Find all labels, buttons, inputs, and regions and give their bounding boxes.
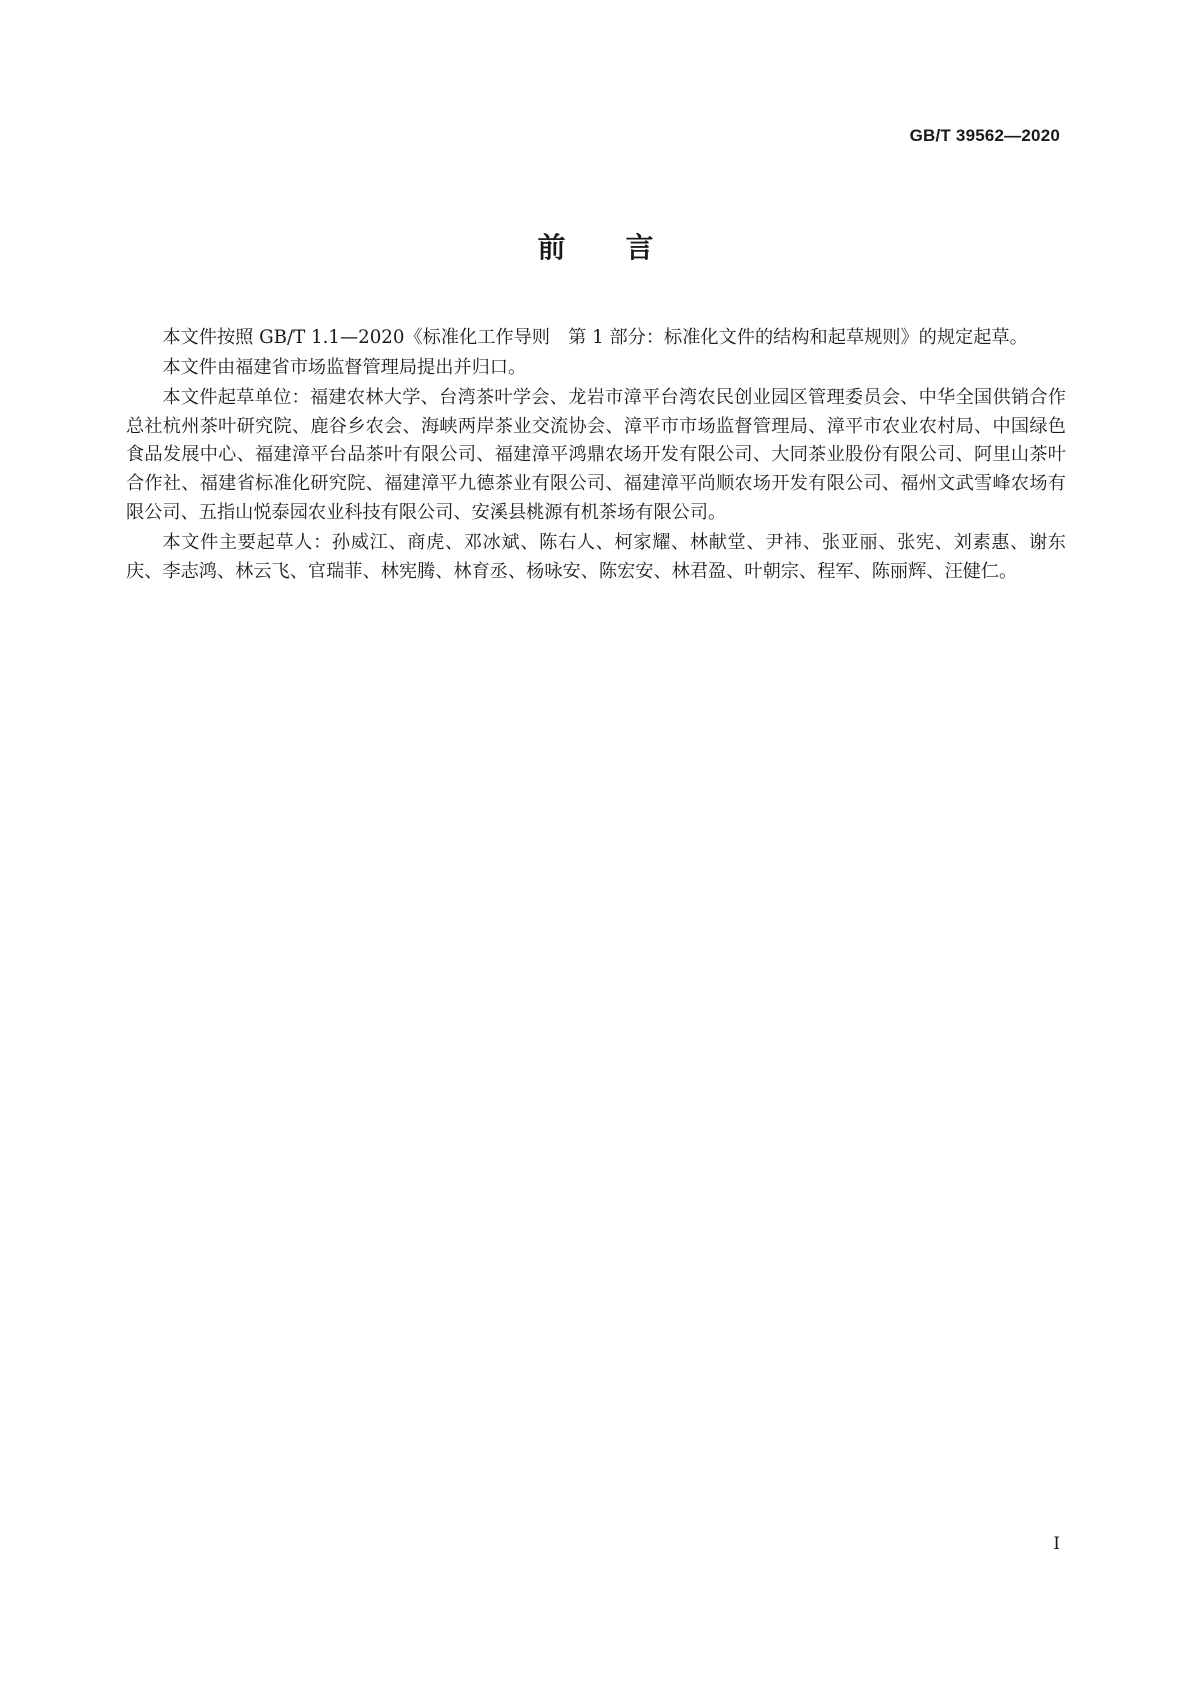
document-body (126, 324, 1066, 588)
page-number: I (1053, 1534, 1060, 1554)
paragraph-main-drafters: 本文件主要起草人：孙威江、商虎、邓冰斌、陈右人、柯家耀、林献堂、尹祎、张亚丽、张宪、刘素惠、谢东庆、李志鸿、林云飞、官瑞菲、林宪腾、林育丞、杨咏安、陈宏安、林君盈、叶朝宗、程军、陈丽辉、汪健仁。 (126, 531, 1066, 582)
paragraph-proposer: 本文件由福建省市场监督管理局提出并归口。 (162, 357, 527, 378)
standard-number: GB/T 39562—2020 (909, 126, 1060, 145)
paragraph-drafting-rules: 本文件按照 GB/T 1.1—2020《标准化工作导则 第 1 部分：标准化文件的结构和起草规则》的规定起草。 (162, 327, 1028, 348)
page-title: 前言 (537, 231, 714, 264)
paragraph-drafting-units: 本文件起草单位：福建农林大学、台湾茶叶学会、龙岩市漳平台湾农民创业园区管理委员会、中华全国供销合作总社杭州茶叶研究院、鹿谷乡农会、海峡两岸茶业交流协会、漳平市市场监督管理局、漳平市农业农村局、中国绿色食品发展中心、福建漳平台品茶叶有限公司、福建漳平鸿鼎农场开发有限公司、大同茶业股份有限公司、阿里山茶叶合作社、福建省标准化研究院、福建漳平九德茶业有限公司、福建漳平尚顺农场开发有限公司、福州文武雪峰农场有限公司、五指山悦泰园农业科技有限公司、安溪县桃源有机茶场有限公司。 (126, 387, 1066, 523)
